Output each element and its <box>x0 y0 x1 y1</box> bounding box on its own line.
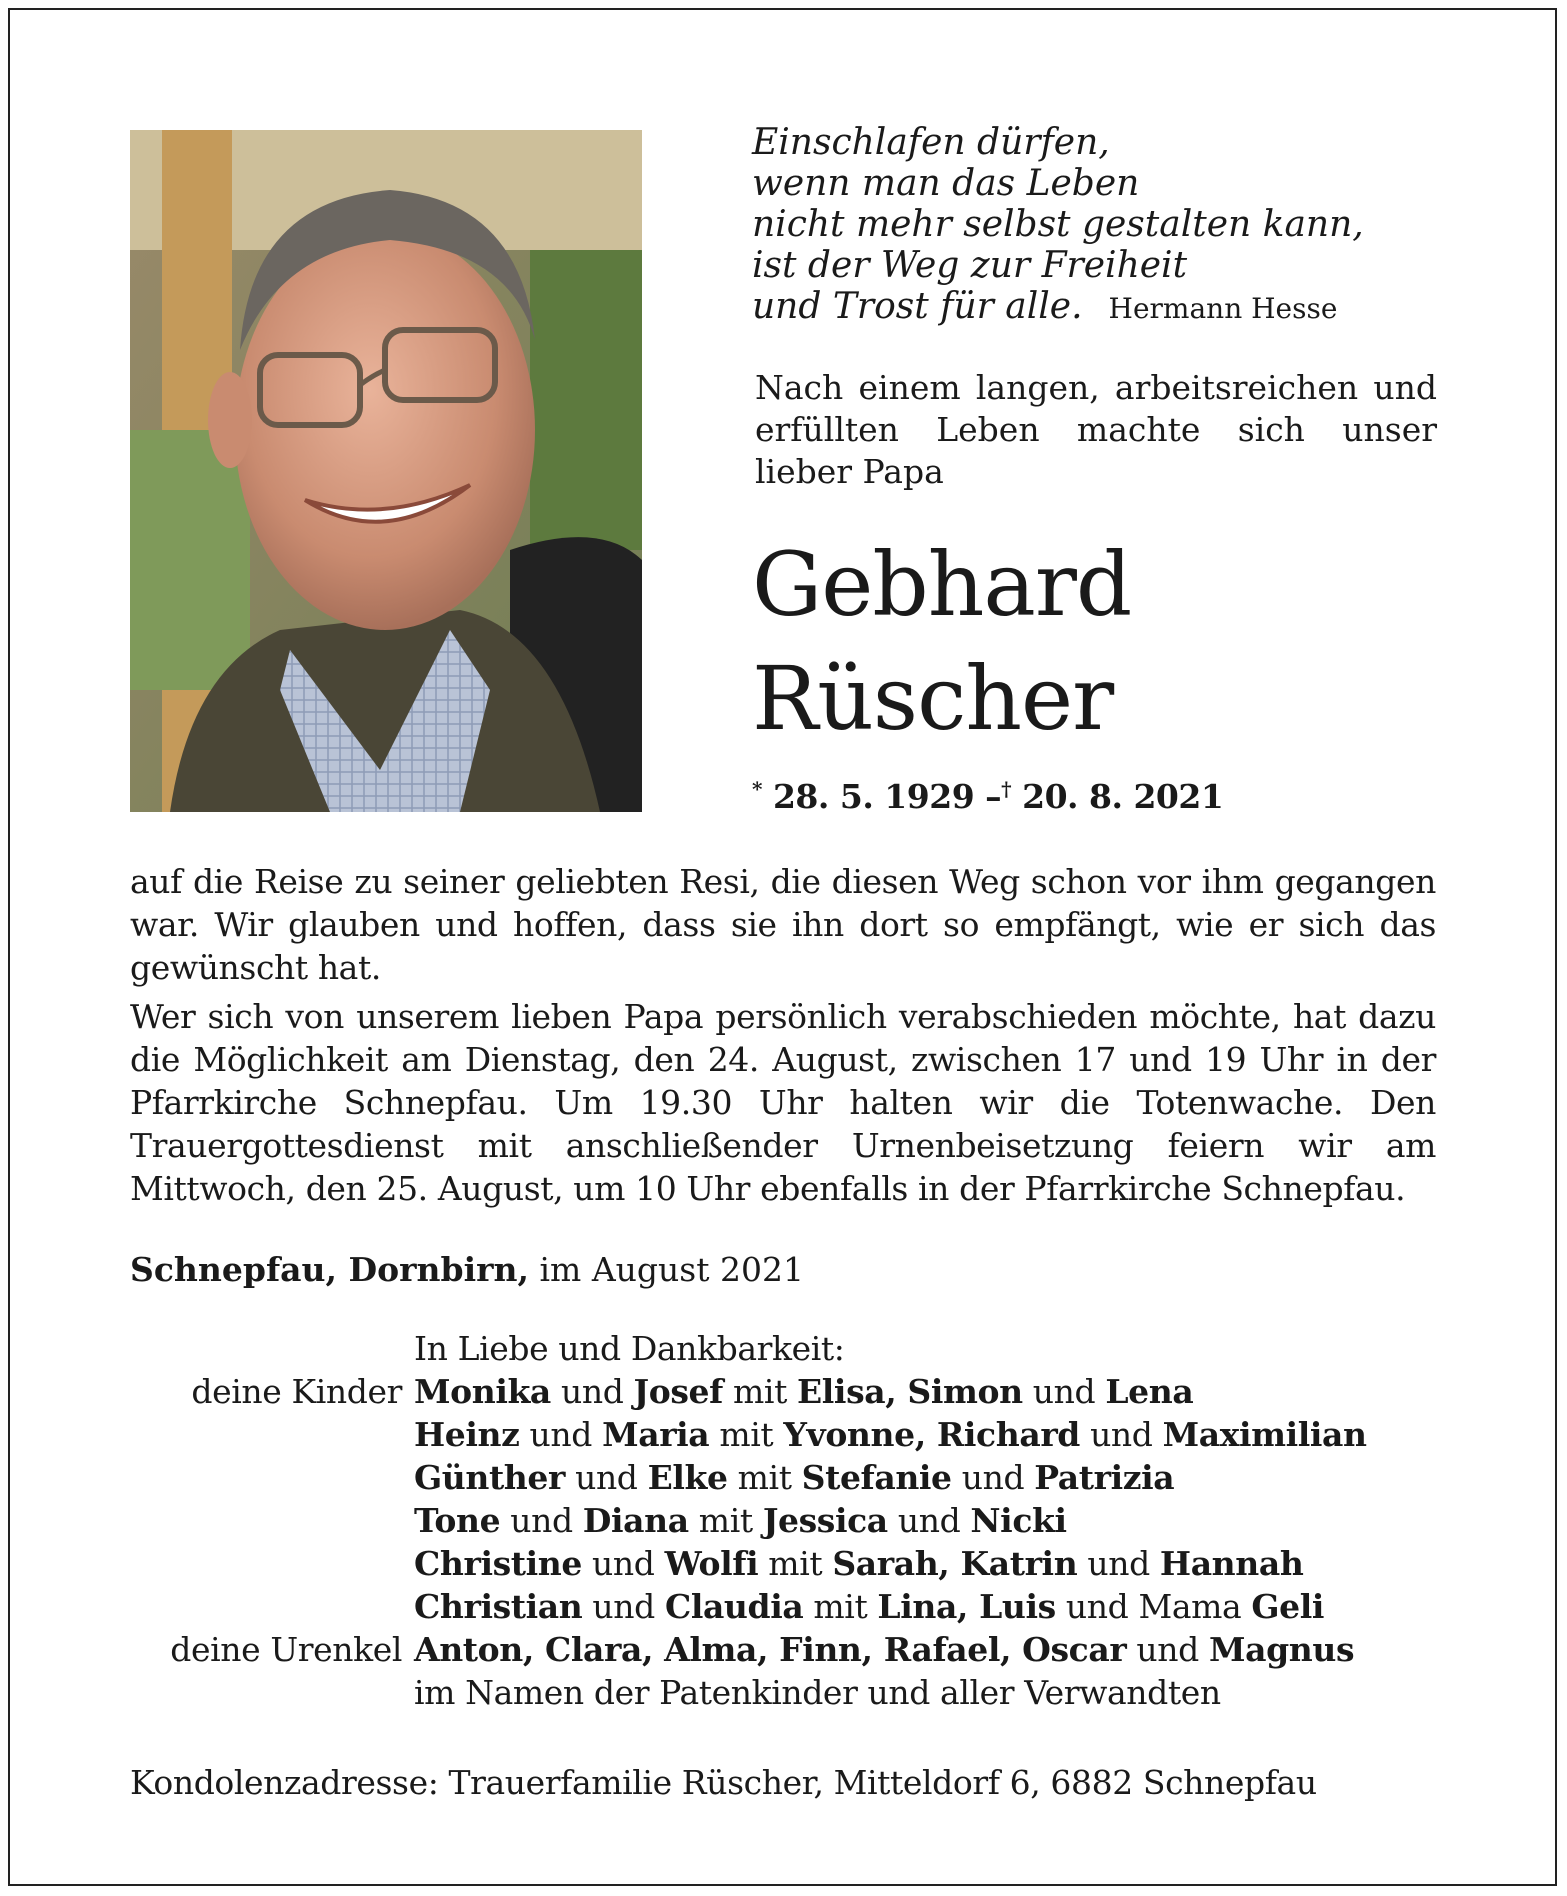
intro-text: Nach einem langen, arbeitsreichen und erfüllten Leben machte sich unser lieber Papa <box>755 368 1437 491</box>
connector-text: und <box>1126 1630 1209 1669</box>
mourner-name: Patrizia <box>1034 1458 1175 1497</box>
condolence-address: Kondolenzadresse: Trauerfamilie Rüscher, Mitteldorf 6, 6882 Schnepfau <box>130 1763 1317 1802</box>
place-date-line <box>130 1250 804 1289</box>
mourners-heading: In Liebe und Dankbarkeit: <box>414 1329 845 1368</box>
mourner-name: Magnus <box>1208 1630 1355 1669</box>
body-paragraph-journey: auf die Reise zu seiner geliebten Resi, die diesen Weg schon vor ihm gegangen war. Wir glauben und hoffen, dass sie ihn dort so empfängt, wie er sich das gewünscht hat. <box>130 862 1436 987</box>
mourner-names <box>414 1542 1470 1585</box>
mourner-name: Christine <box>414 1544 582 1583</box>
mourners-heading-row <box>130 1327 1470 1370</box>
connector-text: mit <box>709 1415 784 1454</box>
poem-quote <box>752 122 1452 329</box>
mourner-row <box>130 1370 1470 1413</box>
poem-line: wenn man das Leben <box>752 163 1140 204</box>
mourner-name: Tone <box>414 1501 501 1540</box>
birth-date: 28. 5. 1929 <box>772 777 975 816</box>
mourner-name: Monika <box>414 1372 551 1411</box>
mourner-names <box>414 1370 1470 1413</box>
connector-text: und <box>887 1501 971 1540</box>
connector-text: und <box>500 1501 583 1540</box>
poem-line: nicht mehr selbst gestalten kann, <box>752 204 1364 245</box>
mourner-name: Lena <box>1105 1372 1194 1411</box>
mourner-name: Yvonne, Richard <box>783 1415 1080 1454</box>
poem-line: und Trost für alle. <box>752 286 1083 327</box>
poem-author: Hermann Hesse <box>1108 292 1338 325</box>
connector-text: mit <box>722 1372 798 1411</box>
mourner-name: Hannah <box>1159 1544 1304 1583</box>
death-date: 20. 8. 2021 <box>1022 777 1224 816</box>
mourner-row <box>130 1456 1470 1499</box>
mourner-row <box>130 1585 1470 1628</box>
poem-line: Einschlafen dürfen, <box>752 122 1110 163</box>
mourner-row <box>130 1413 1470 1456</box>
first-name: Gebhard <box>752 533 1132 636</box>
mourner-name: Anton, Clara, Alma, Finn, Rafael, Oscar <box>414 1630 1127 1669</box>
mourner-name: Josef <box>633 1372 723 1411</box>
children-label: deine Kinder <box>191 1372 402 1411</box>
death-mark: † <box>1001 777 1012 801</box>
mourner-name: Heinz <box>414 1415 520 1454</box>
portrait-photo <box>130 130 642 812</box>
place-names: Schnepfau, Dornbirn, <box>130 1250 530 1289</box>
poem-line-last <box>752 286 1452 329</box>
connector-text: und <box>1079 1415 1163 1454</box>
connector-text: mit <box>803 1587 878 1626</box>
mourners-closing: im Namen der Patenkinder und aller Verwandten <box>414 1673 1221 1712</box>
connector-text: mit <box>688 1501 763 1540</box>
mourner-name: Günther <box>414 1458 565 1497</box>
connector-text: und Mama <box>1055 1587 1252 1626</box>
mourner-names <box>414 1456 1470 1499</box>
mourner-name: Lina, Luis <box>877 1587 1056 1626</box>
connector-text: mit <box>758 1544 833 1583</box>
mourner-name: Diana <box>582 1501 689 1540</box>
mourner-name: Maximilian <box>1162 1415 1367 1454</box>
mourner-name: Christian <box>414 1587 583 1626</box>
mourner-names <box>414 1499 1470 1542</box>
mourner-name: Elke <box>647 1458 728 1497</box>
connector-text: mit <box>727 1458 802 1497</box>
closing-row <box>130 1671 1470 1714</box>
mourner-row <box>130 1499 1470 1542</box>
great-grandchildren-row <box>130 1628 1470 1671</box>
mourner-name: Claudia <box>664 1587 804 1626</box>
great-grandchildren-names <box>414 1628 1470 1671</box>
mourner-name: Stefanie <box>801 1458 952 1497</box>
mourner-name: Nicki <box>970 1501 1067 1540</box>
mourner-name: Maria <box>602 1415 710 1454</box>
mourner-name: Sarah, Katrin <box>832 1544 1078 1583</box>
mourner-name: Wolfi <box>664 1544 759 1583</box>
mourner-names <box>414 1413 1470 1456</box>
portrait-image <box>130 130 642 812</box>
mourner-name: Geli <box>1251 1587 1325 1626</box>
place-date: im August 2021 <box>529 1250 804 1289</box>
deceased-name <box>752 528 1131 756</box>
connector-text: und <box>565 1458 648 1497</box>
mourner-names <box>414 1585 1470 1628</box>
connector-text: und <box>582 1587 665 1626</box>
mourner-name: Jessica <box>762 1501 888 1540</box>
mourner-row <box>130 1542 1470 1585</box>
birth-mark: * <box>752 777 762 801</box>
connector-text: und <box>519 1415 603 1454</box>
body-paragraph-funeral: Wer sich von unserem lieben Papa persönlich verabschieden möchte, hat dazu die Möglichkeit am Dienstag, den 24. August, zwischen 17 und 19 Uhr in der Pfarrkirche Schnepfau. Um 19.30 Uhr halten wir die Totenwache. Den Trauergottesdienst mit anschließender Urnenbeisetzung feiern wir am Mittwoch, den 25. August, um 10 Uhr ebenfalls in der Pfarrkirche Schnepfau. <box>130 997 1436 1208</box>
connector-text: und <box>1077 1544 1160 1583</box>
life-dates <box>752 777 1223 816</box>
connector-text: und <box>581 1544 665 1583</box>
connector-text: und <box>951 1458 1035 1497</box>
mourners-list <box>130 1327 1470 1714</box>
great-grandchildren-label: deine Urenkel <box>170 1630 402 1669</box>
poem-line: ist der Weg zur Freiheit <box>752 245 1188 286</box>
date-separator: – <box>985 777 1002 816</box>
last-name: Rüscher <box>752 647 1114 750</box>
mourner-name: Elisa, Simon <box>797 1372 1023 1411</box>
connector-text: und <box>550 1372 634 1411</box>
connector-text: und <box>1022 1372 1106 1411</box>
